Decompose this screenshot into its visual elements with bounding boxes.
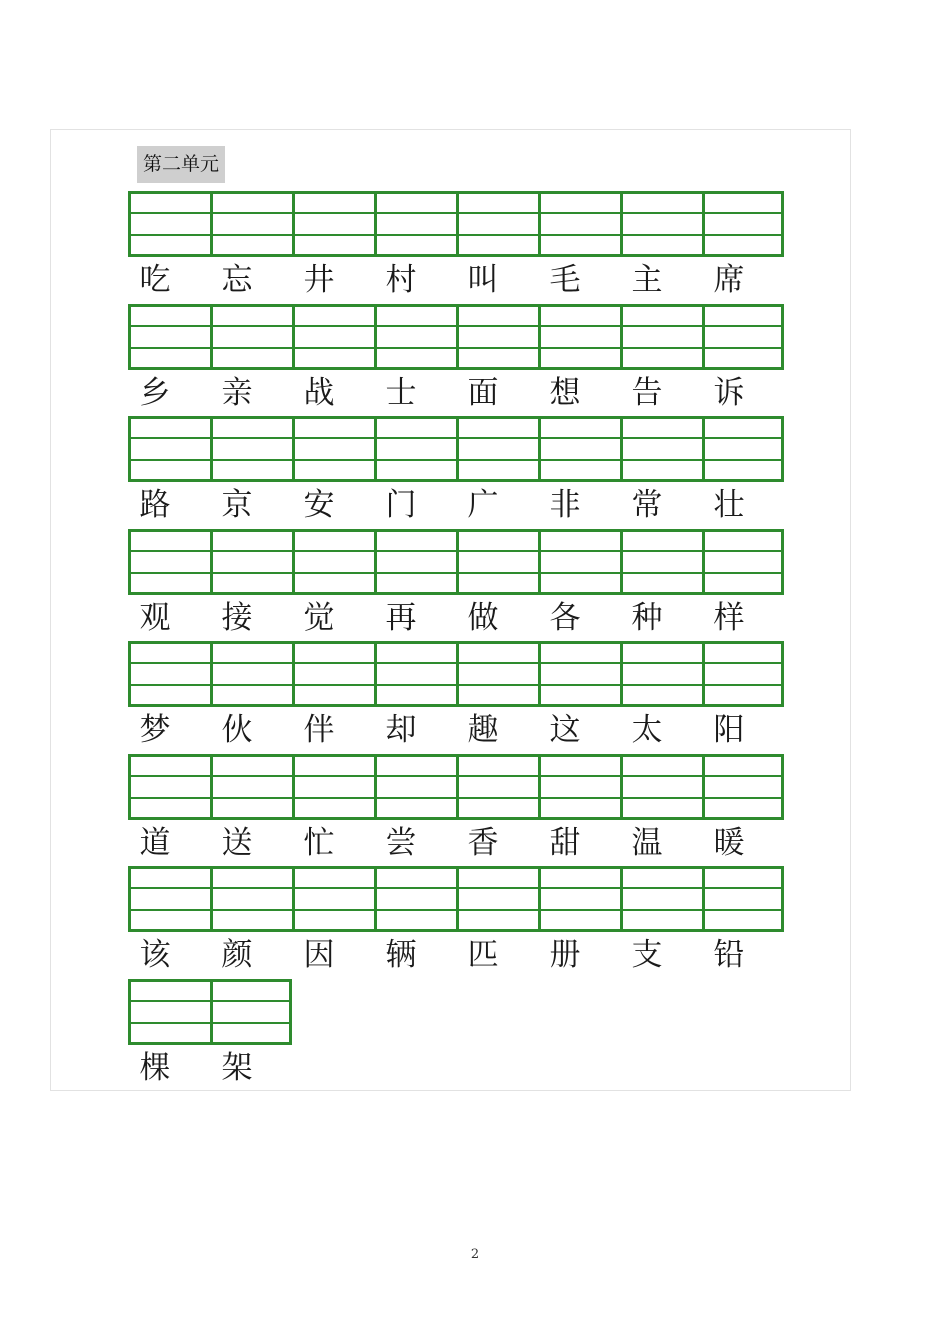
character-label: 士	[385, 375, 417, 411]
character-row	[128, 482, 784, 528]
character-row	[128, 595, 784, 641]
character-label: 接	[221, 600, 253, 636]
character-label: 做	[467, 600, 499, 636]
character-label: 因	[303, 937, 335, 973]
character-label: 井	[303, 262, 335, 298]
character-label: 吃	[139, 262, 171, 298]
character-label: 趣	[467, 712, 499, 748]
character-row	[128, 707, 784, 753]
writing-box	[702, 304, 784, 370]
character-label: 想	[549, 375, 581, 411]
writing-box	[374, 416, 456, 482]
grid-row-1	[128, 191, 784, 303]
character-label: 册	[549, 937, 581, 973]
writing-box	[620, 641, 702, 707]
character-label: 温	[631, 825, 663, 861]
writing-box	[128, 191, 210, 257]
character-label: 乡	[139, 375, 171, 411]
character-label: 壮	[713, 487, 745, 523]
character-row	[128, 257, 784, 303]
page-number: 2	[470, 1247, 480, 1262]
character-label: 棵	[139, 1050, 171, 1086]
writing-box	[210, 754, 292, 820]
writing-box	[538, 866, 620, 932]
writing-box	[210, 641, 292, 707]
character-label: 常	[631, 487, 663, 523]
character-label: 京	[221, 487, 253, 523]
character-label: 架	[221, 1050, 253, 1086]
character-label: 诉	[713, 375, 745, 411]
character-label: 香	[467, 825, 499, 861]
writing-boxes	[128, 304, 784, 370]
character-label: 门	[385, 487, 417, 523]
character-label: 伴	[303, 712, 335, 748]
writing-box	[292, 416, 374, 482]
character-label: 支	[631, 937, 663, 973]
writing-boxes	[128, 529, 784, 595]
writing-box	[620, 191, 702, 257]
character-label: 甜	[549, 825, 581, 861]
character-label: 再	[385, 600, 417, 636]
writing-box	[292, 754, 374, 820]
character-label: 颜	[221, 937, 253, 973]
writing-box	[210, 979, 292, 1045]
writing-box	[456, 866, 538, 932]
character-row	[128, 370, 784, 416]
writing-box	[538, 304, 620, 370]
writing-box	[538, 641, 620, 707]
character-label: 广	[467, 487, 499, 523]
character-label: 非	[549, 487, 581, 523]
writing-box	[292, 191, 374, 257]
writing-box	[620, 529, 702, 595]
character-label: 样	[713, 600, 745, 636]
character-label: 道	[139, 825, 171, 861]
writing-box	[374, 304, 456, 370]
writing-box	[128, 754, 210, 820]
character-row	[128, 1045, 292, 1091]
writing-box	[702, 416, 784, 482]
writing-box	[456, 191, 538, 257]
character-row	[128, 932, 784, 978]
character-label: 路	[139, 487, 171, 523]
character-label: 阳	[713, 712, 745, 748]
character-label: 主	[631, 262, 663, 298]
writing-box	[456, 529, 538, 595]
writing-box	[210, 866, 292, 932]
unit-title: 第二单元	[137, 146, 225, 183]
writing-box	[374, 641, 456, 707]
writing-box	[292, 641, 374, 707]
writing-box	[538, 191, 620, 257]
character-label: 村	[385, 262, 417, 298]
character-label: 亲	[221, 375, 253, 411]
character-label: 面	[467, 375, 499, 411]
writing-boxes	[128, 191, 784, 257]
writing-box	[210, 304, 292, 370]
writing-box	[702, 529, 784, 595]
character-label: 觉	[303, 600, 335, 636]
character-label: 观	[139, 600, 171, 636]
grid-row-5	[128, 641, 784, 753]
writing-box	[620, 754, 702, 820]
character-label: 忘	[221, 262, 253, 298]
character-label: 告	[631, 375, 663, 411]
character-label: 暖	[713, 825, 745, 861]
writing-boxes	[128, 416, 784, 482]
writing-box	[538, 529, 620, 595]
character-label: 匹	[467, 937, 499, 973]
character-label: 种	[631, 600, 663, 636]
writing-box	[128, 979, 210, 1045]
grid-row-4	[128, 529, 784, 641]
writing-box	[620, 304, 702, 370]
grid-row-6	[128, 754, 784, 866]
grid-row-8	[128, 979, 292, 1091]
grid-row-3	[128, 416, 784, 528]
writing-box	[702, 866, 784, 932]
writing-box	[702, 754, 784, 820]
writing-boxes	[128, 641, 784, 707]
writing-box	[702, 191, 784, 257]
writing-box	[538, 754, 620, 820]
writing-boxes	[128, 866, 784, 932]
writing-box	[292, 529, 374, 595]
writing-box	[374, 866, 456, 932]
writing-box	[374, 529, 456, 595]
writing-boxes	[128, 754, 784, 820]
character-label: 毛	[549, 262, 581, 298]
character-label: 该	[139, 937, 171, 973]
character-label: 这	[549, 712, 581, 748]
writing-boxes	[128, 979, 292, 1045]
writing-box	[456, 754, 538, 820]
writing-box	[292, 866, 374, 932]
grid-row-2	[128, 304, 784, 416]
character-label: 各	[549, 600, 581, 636]
writing-box	[210, 191, 292, 257]
writing-box	[620, 416, 702, 482]
writing-box	[456, 416, 538, 482]
writing-box	[128, 304, 210, 370]
writing-box	[128, 641, 210, 707]
writing-box	[374, 754, 456, 820]
character-label: 忙	[303, 825, 335, 861]
character-label: 叫	[467, 262, 499, 298]
writing-box	[456, 641, 538, 707]
character-label: 铅	[713, 937, 745, 973]
character-label: 尝	[385, 825, 417, 861]
character-label: 伙	[221, 712, 253, 748]
writing-box	[128, 866, 210, 932]
writing-box	[210, 416, 292, 482]
grid-row-7	[128, 866, 784, 978]
writing-box	[374, 191, 456, 257]
character-label: 战	[303, 375, 335, 411]
writing-box	[128, 416, 210, 482]
character-label: 辆	[385, 937, 417, 973]
writing-box	[456, 304, 538, 370]
writing-box	[620, 866, 702, 932]
writing-box	[702, 641, 784, 707]
writing-box	[292, 304, 374, 370]
character-row	[128, 820, 784, 866]
character-label: 梦	[139, 712, 171, 748]
character-label: 安	[303, 487, 335, 523]
character-label: 席	[713, 262, 745, 298]
writing-box	[538, 416, 620, 482]
character-label: 送	[221, 825, 253, 861]
character-label: 却	[385, 712, 417, 748]
writing-box	[210, 529, 292, 595]
writing-box	[128, 529, 210, 595]
character-label: 太	[631, 712, 663, 748]
